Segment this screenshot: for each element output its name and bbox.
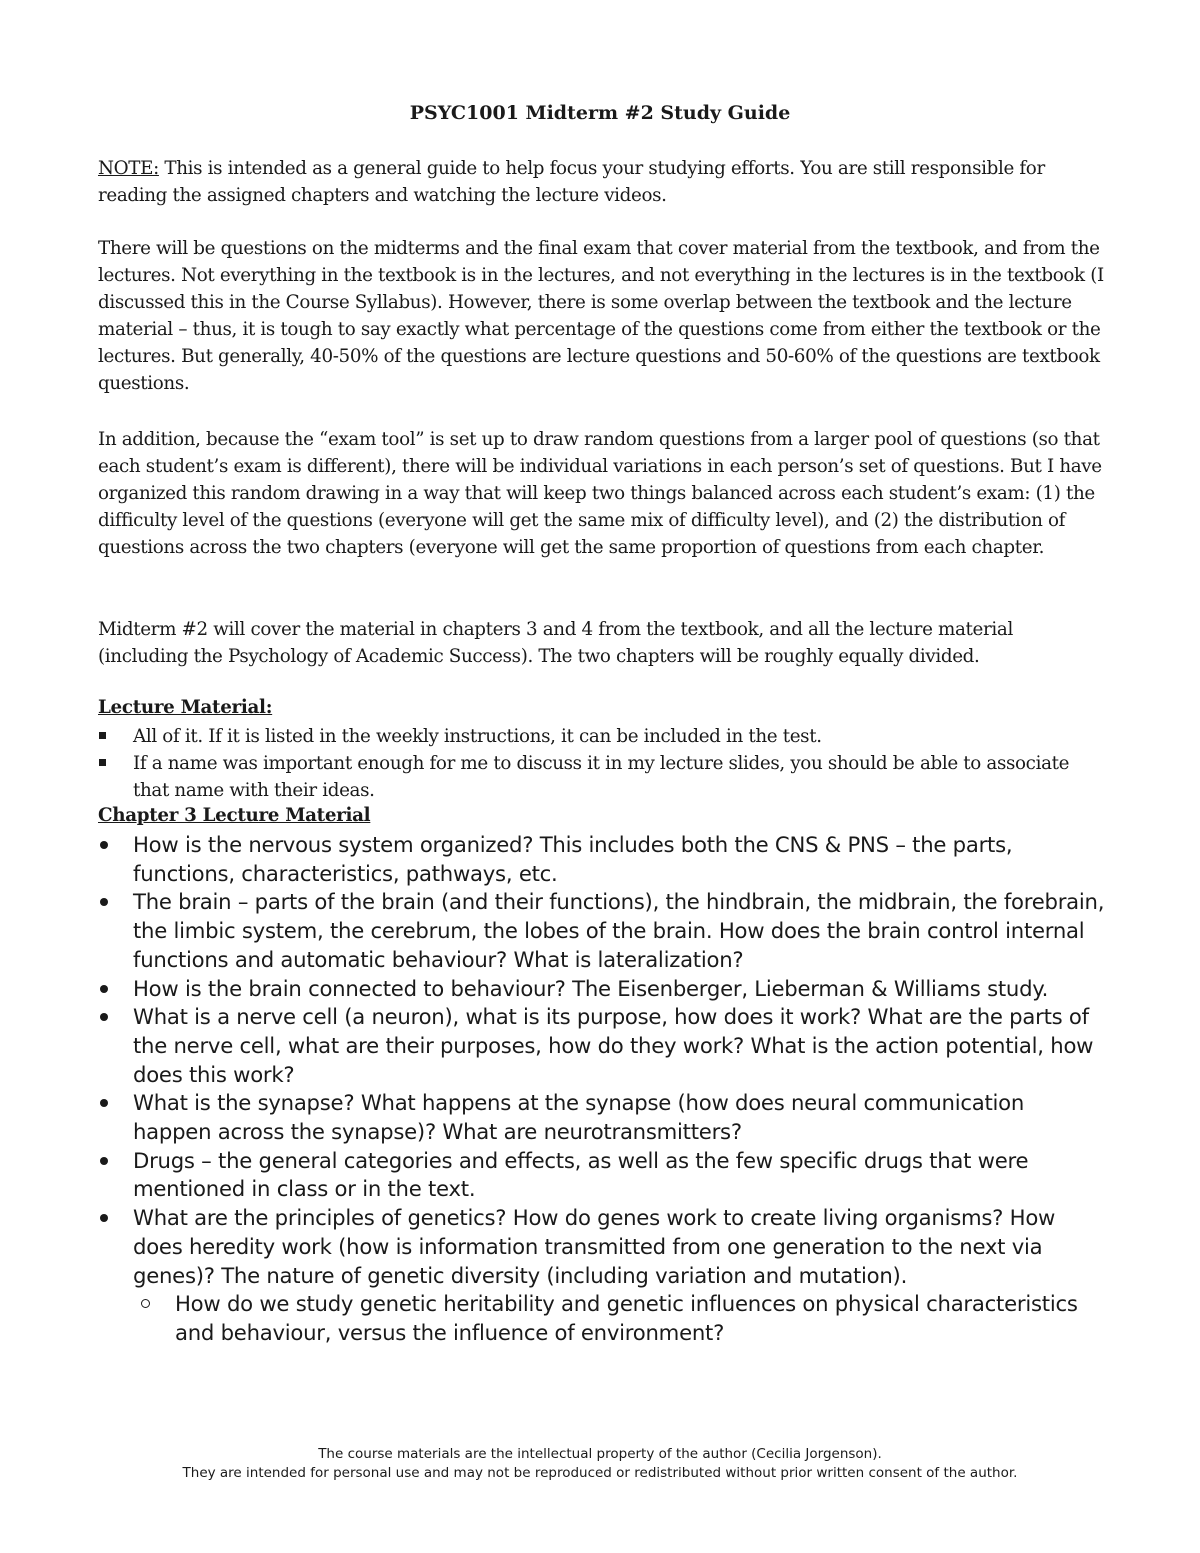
note-paragraph <box>98 155 1108 209</box>
list-item: Drugs – the general categories and effects, as well as the few specific drugs that were mentioned in class or in the text. <box>98 1147 1108 1204</box>
note-label: NOTE: <box>98 158 159 179</box>
bullet-icon <box>100 985 108 993</box>
list-item: What is a nerve cell (a neuron), what is its purpose, how does it work? What are the parts of the nerve cell, what are their purposes, how do they work? What is the action potential, how does this work? <box>98 1003 1108 1089</box>
bullet-icon <box>100 898 108 906</box>
exam-sources-paragraph: There will be questions on the midterms and the final exam that cover material from the textbook, and from the lectures. Not everything in the textbook is in the lectures, and not everything in the lectures is in the textbook (I discussed this in the Course Syllabus). However, there is some overlap between the textbook and the lecture material – thus, it is tough to say exactly what percentage of the questions come from either the textbook or the lectures. But generally, 40-50% of the questions are lecture questions and 50-60% of the questions are textbook questions. <box>98 238 1104 394</box>
note-text: This is intended as a general guide to help focus your studying efforts. You are still responsible for reading the assigned chapters and watching the lecture videos. <box>98 158 1045 206</box>
lecture-material-list <box>98 723 1108 804</box>
midterm-coverage-paragraph: Midterm #2 will cover the material in chapters 3 and 4 from the textbook, and all the lecture material (including the Psychology of Academic Success). The two chapters will be roughly equally divided. <box>98 619 1013 667</box>
list-item: What is the synapse? What happens at the synapse (how does neural communication happen across the synapse)? What are neurotransmitters? <box>98 1089 1108 1146</box>
footer-copyright-line: The course materials are the intellectual property of the author (Cecilia Jorgenson). <box>318 1446 882 1462</box>
bullet-icon <box>100 1214 108 1222</box>
chapter3-list <box>98 831 1108 1348</box>
list-item: All of it. If it is listed in the weekly instructions, it can be included in the test. <box>98 723 1108 750</box>
square-bullet-icon <box>99 732 106 739</box>
bullet-icon <box>100 841 108 849</box>
list-item: What are the principles of genetics? How do genes work to create living organisms? How does heredity work (how is information transmitted from one generation to the next via genes)? The nature of genetic diversity (including variation and mutation). <box>98 1204 1108 1290</box>
document-title: PSYC1001 Midterm #2 Study Guide <box>409 102 791 124</box>
list-item: How is the brain connected to behaviour? The Eisenberger, Lieberman & Williams study. <box>98 975 1108 1004</box>
list-item: If a name was important enough for me to discuss it in my lecture slides, you should be able to associate that name with their ideas. <box>98 750 1108 804</box>
chapter3-heading: Chapter 3 Lecture Material <box>98 805 371 826</box>
bullet-icon <box>100 1157 108 1165</box>
bullet-icon <box>100 1099 108 1107</box>
list-item: How is the nervous system organized? This includes both the CNS & PNS – the parts, functions, characteristics, pathways, etc. <box>98 831 1108 888</box>
list-item: The brain – parts of the brain (and their functions), the hindbrain, the midbrain, the forebrain, the limbic system, the cerebrum, the lobes of the brain. How does the brain control internal functions and automatic behaviour? What is lateralization? <box>98 888 1108 974</box>
footer-usage-line: They are intended for personal use and may not be reproduced or redistributed without prior written consent of the author. <box>182 1465 1018 1481</box>
square-bullet-icon <box>99 759 106 766</box>
bullet-icon <box>100 1013 108 1021</box>
exam-tool-paragraph: In addition, because the “exam tool” is set up to draw random questions from a larger pool of questions (so that each student’s exam is different), there will be individual variations in each person’s set of questions. But I have organized this random drawing in a way that will keep two things balanced across each student’s exam: (1) the difficulty level of the questions (everyone will get the same mix of difficulty level), and (2) the distribution of questions across the two chapters (everyone will get the same proportion of questions from each chapter. <box>98 429 1102 558</box>
lecture-material-heading: Lecture Material: <box>98 697 273 718</box>
hollow-bullet-icon <box>141 1299 150 1308</box>
sub-list-item: How do we study genetic heritability and genetic influences on physical characteristics and behaviour, versus the influence of environment? <box>98 1290 1108 1347</box>
